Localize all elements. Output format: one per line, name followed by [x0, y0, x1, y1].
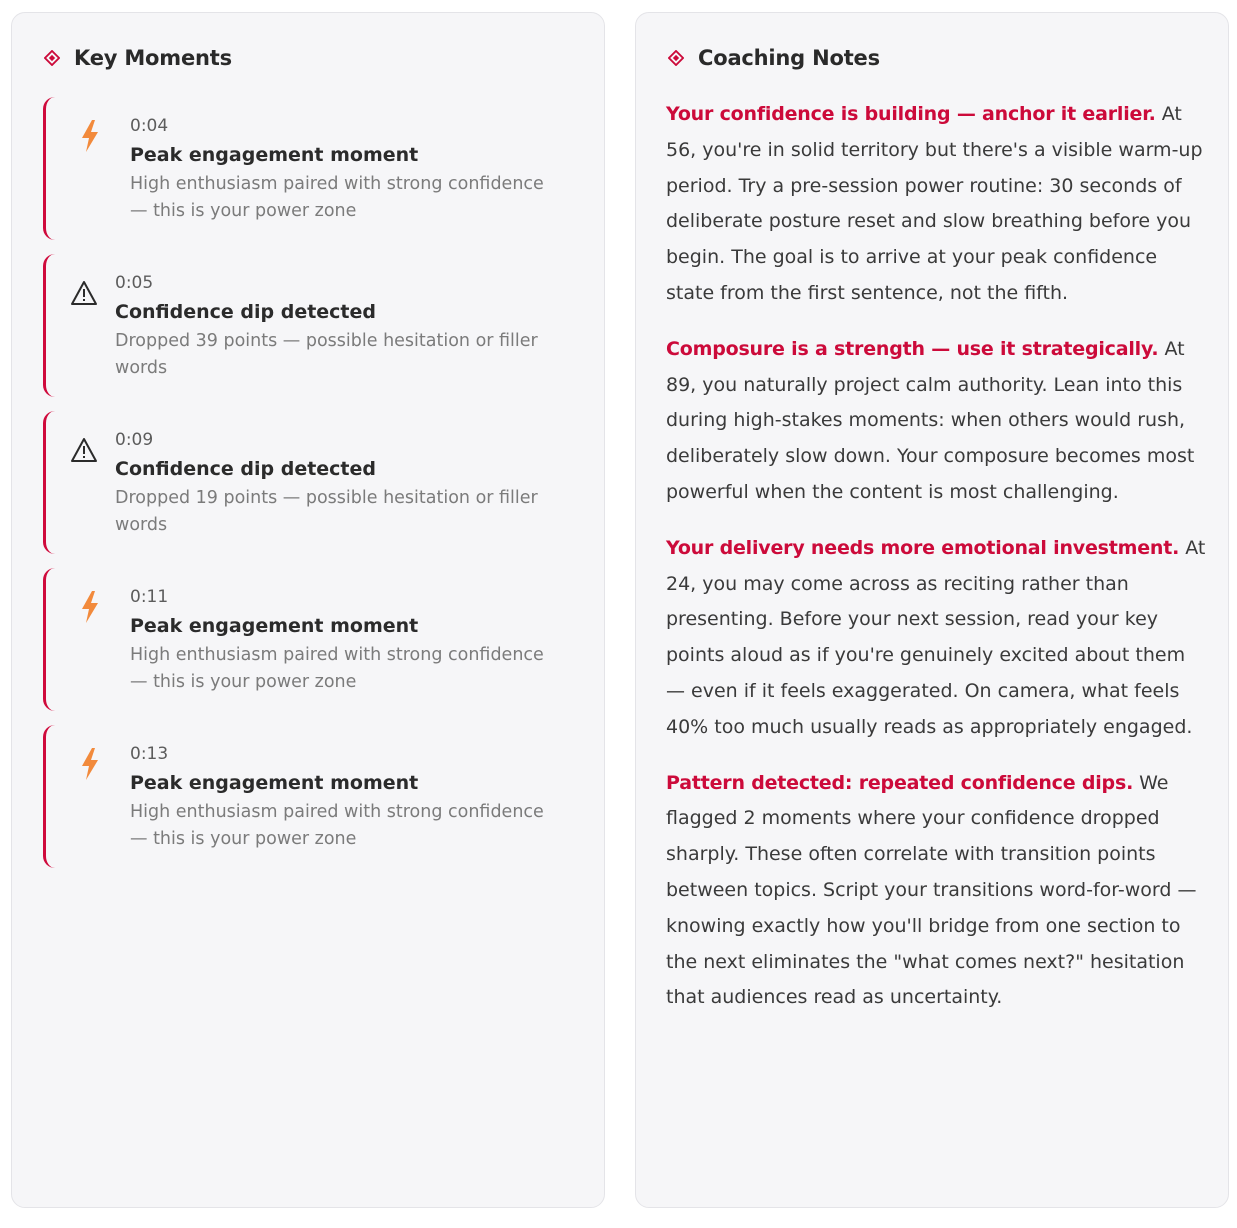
moment-time: 0:09 [115, 430, 154, 450]
moment-text [130, 743, 550, 853]
moment-time: 0:11 [130, 587, 169, 607]
list-item[interactable] [43, 254, 583, 397]
moment-title: Peak engagement moment [130, 144, 419, 166]
note-body: We flagged 2 moments where your confidence dropped sharply. These often correlate with transition points between topics. Script your transitions word-for-word — knowing exactly how you'll bridge from one section to the next eliminates the "what comes next?" hesitation that audiences read as uncertainty. [666, 771, 1197, 1009]
moment-description: High enthusiasm paired with strong confidence — this is your power zone [130, 802, 544, 849]
coaching-note [666, 332, 1206, 511]
moment-text [130, 586, 550, 696]
moment-text [115, 429, 555, 539]
note-body: At 24, you may come across as reciting rather than presenting. Before your next session, read your key points aloud as if you're genuinely excited about them — even if it feels exaggerated. On camera, what feels 40% too much usually reads as appropriately engaged. [666, 536, 1206, 738]
note-body: At 56, you're in solid territory but there's a visible warm-up period. Try a pre-session power routine: 30 seconds of deliberate posture reset and slow breathing before you begin. The goal is to arrive at your peak confidence state from the first sentence, not the fifth. [666, 103, 1203, 304]
warning-icon [70, 437, 98, 463]
moment-time: 0:05 [115, 273, 154, 293]
coaching-note [666, 766, 1206, 1017]
coaching-notes-list [666, 97, 1206, 1036]
moment-text [130, 115, 550, 225]
note-lead: Your delivery needs more emotional investment. [666, 536, 1180, 559]
diamond-icon [668, 50, 684, 66]
panel-title: Coaching Notes [698, 46, 880, 70]
coaching-notes-panel [635, 12, 1229, 1208]
moment-title: Confidence dip detected [115, 458, 376, 480]
coaching-note [666, 531, 1206, 746]
note-body: At 89, you naturally project calm authority. Lean into this during high-stakes moments: when others would rush, deliberately slow down. Your composure becomes most powerful when the content is most challenging. [666, 337, 1195, 503]
moment-description: Dropped 39 points — possible hesitation or filler words [115, 331, 538, 378]
list-item[interactable] [43, 97, 583, 240]
key-moments-list [43, 97, 583, 882]
moment-description: High enthusiasm paired with strong confidence — this is your power zone [130, 645, 544, 692]
note-lead: Composure is a strength — use it strategically. [666, 337, 1159, 360]
lightning-icon [79, 747, 101, 781]
warning-icon [70, 280, 98, 306]
panel-title: Key Moments [74, 46, 232, 70]
coaching-notes-header [668, 46, 880, 70]
moment-description: Dropped 19 points — possible hesitation or filler words [115, 488, 538, 535]
lightning-icon [79, 590, 101, 624]
coaching-note [666, 97, 1206, 312]
moment-title: Confidence dip detected [115, 301, 376, 323]
diamond-icon [44, 50, 60, 66]
lightning-icon [79, 119, 101, 153]
moment-time: 0:13 [130, 744, 169, 764]
list-item[interactable] [43, 568, 583, 711]
key-moments-panel [11, 12, 605, 1208]
moment-title: Peak engagement moment [130, 615, 419, 637]
key-moments-header [44, 46, 232, 70]
moment-description: High enthusiasm paired with strong confidence — this is your power zone [130, 174, 544, 221]
list-item[interactable] [43, 725, 583, 868]
list-item[interactable] [43, 411, 583, 554]
note-lead: Pattern detected: repeated confidence dips. [666, 771, 1134, 794]
moment-text [115, 272, 555, 382]
note-lead: Your confidence is building — anchor it earlier. [666, 103, 1156, 125]
moment-title: Peak engagement moment [130, 772, 419, 794]
moment-time: 0:04 [130, 116, 169, 136]
